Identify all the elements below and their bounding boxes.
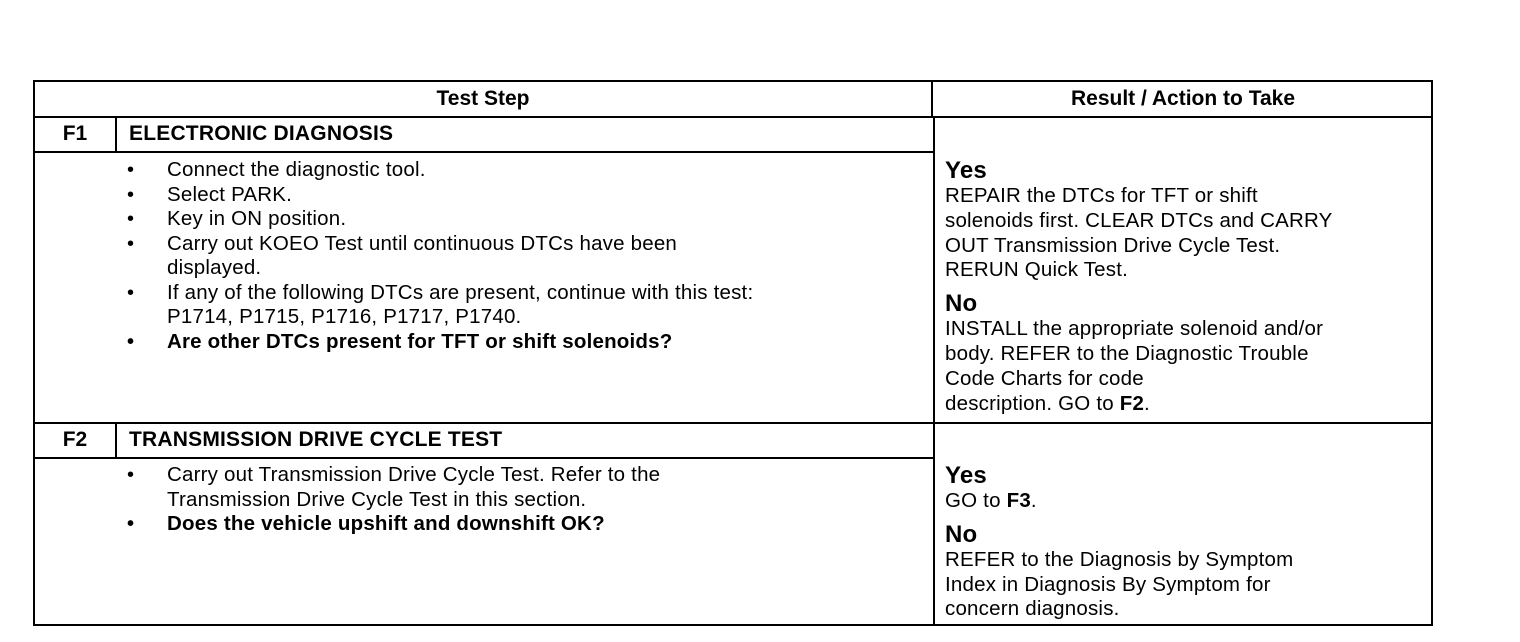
header-test-step: Test Step [35, 82, 933, 118]
bullet-icon: • [127, 330, 135, 353]
f2-result [945, 463, 1430, 622]
list-item: • Select PARK. [127, 182, 293, 206]
f1-yes-label: Yes [945, 157, 987, 184]
column-divider [933, 118, 935, 624]
f2-yes-label: Yes [945, 462, 987, 489]
list-item: • Key in ON position. [127, 207, 347, 230]
f2-title-divider [35, 457, 933, 459]
f1-goto-ref: F2 [1119, 391, 1145, 415]
bullet-icon: • [127, 232, 135, 255]
bullet-icon: • [127, 159, 135, 181]
f1-yes-action: REPAIR the DTCs for TFT or shift solenoids first. CLEAR DTCs and CARRY OUT Transmission Drive Cycle Test. RERUN Quick Test. [945, 184, 1333, 282]
f2-yes-action: GO to F3. [945, 489, 1037, 512]
f2-goto-ref: F3 [1006, 489, 1031, 512]
f2-no-label: No [945, 520, 978, 548]
list-item: • Carry out Transmission Drive Cycle Test. Refer to the Transmission Drive Cycle Test in this section. [127, 463, 661, 511]
f1-no-action: INSTALL the appropriate solenoid and/or body. REFER to the Diagnostic Trouble Code Charts for code description. GO to F2. [945, 317, 1324, 415]
bullet-icon: • [127, 183, 135, 206]
list-item: • Connect the diagnostic tool. [127, 158, 426, 181]
bullet-icon: • [127, 513, 135, 535]
f1-question: • Are other DTCs present for TFT or shift solenoids? [127, 329, 673, 353]
step-id-f1: F1 [35, 118, 117, 152]
step-title-f2: TRANSMISSION DRIVE CYCLE TEST [129, 428, 503, 451]
step-title-f1: ELECTRONIC DIAGNOSIS [129, 122, 394, 145]
header-result-action: Result / Action to Take [933, 82, 1433, 118]
step-id-f2: F2 [35, 424, 117, 458]
f2-question: • Does the vehicle upshift and downshift OK? [127, 512, 605, 535]
bullet-icon: • [127, 281, 135, 304]
f2-no-action: REFER to the Diagnosis by Symptom Index in Diagnosis By Symptom for concern diagnosis. [945, 547, 1294, 621]
diagnostic-table [33, 80, 1433, 626]
bullet-icon: • [127, 208, 135, 230]
f1-bullet-list [125, 158, 925, 354]
f1-result [945, 158, 1430, 416]
bullet-icon: • [127, 464, 135, 486]
f2-bullet-list [125, 463, 925, 537]
f1-title-divider [35, 151, 933, 153]
list-item: • Carry out KOEO Test until continuous DTCs have been displayed. [127, 231, 678, 279]
list-item: • If any of the following DTCs are present, continue with this test: P1714, P1715, P1716, P1717, P1740. [127, 280, 754, 328]
f1-no-label: No [945, 290, 978, 318]
